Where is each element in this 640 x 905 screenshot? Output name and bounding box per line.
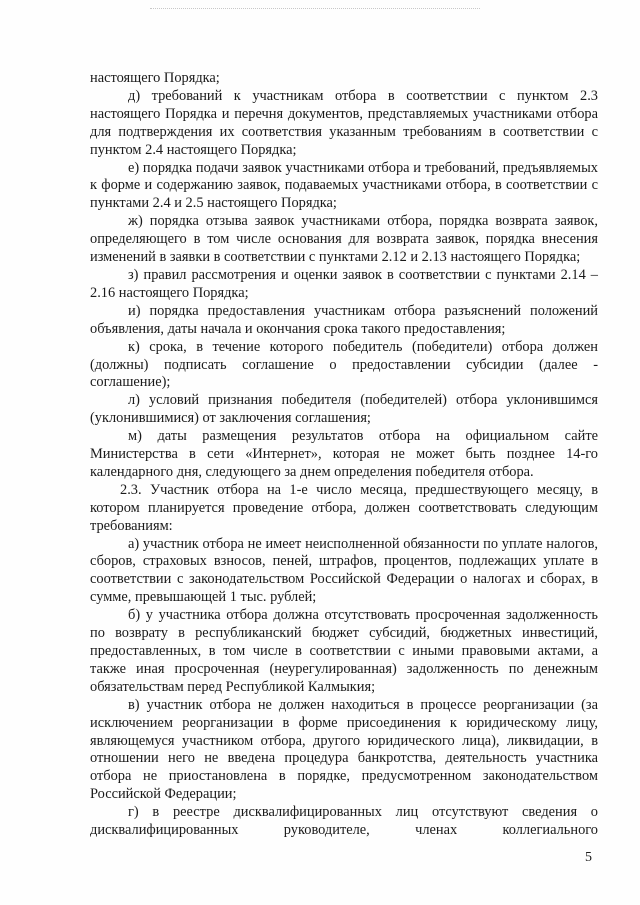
- document-body: [90, 70, 598, 840]
- paragraph-item-i: и) порядка предоставления участникам отбора разъяснений положений объявления, даты начала и окончания срока такого предоставления;: [90, 302, 598, 337]
- requirement-v: в) участник отбора не должен находиться в процессе реорганизации (за исключением реорганизации в форме присоединения к юридическому лицу, являющемуся участником отбора, другого юридического лица), ликвидации, в отношении него не введена процедура банкротства, деятельность участника отбора не приостановлена в порядке, предусмотренном законодательством Российской Федерации;: [90, 696, 598, 803]
- section-2-3: 2.3. Участник отбора на 1-е число месяца, предшествующего месяцу, в котором планируется проведение отбора, должен соответствовать следующим требованиям:: [90, 481, 598, 534]
- paragraph-item-zh: ж) порядка отзыва заявок участниками отбора, порядка возврата заявок, определяющего в том числе основания для возврата заявок, порядка внесения изменений в заявки в соответствии с пунктами 2.12 и 2.13 настоящего Порядка;: [90, 213, 598, 266]
- paragraph-item-e: е) порядка подачи заявок участниками отбора и требований, предъявляемых к форме и содержанию заявок, подаваемых участниками отбора, в соответствии с пунктами 2.4 и 2.5 настоящего Порядка;: [90, 159, 598, 212]
- page-number: 5: [585, 850, 592, 865]
- paragraph-item-z: з) правил рассмотрения и оценки заявок в соответствии с пунктами 2.14 – 2.16 настоящего Порядка;: [90, 266, 598, 301]
- paragraph-continuation: настоящего Порядка;: [90, 70, 220, 86]
- paragraph-item-l: л) условий признания победителя (победителей) отбора уклонившимся (уклонившимися) от заключения соглашения;: [90, 392, 598, 427]
- paragraph-item-d: д) требований к участникам отбора в соответствии с пунктом 2.3 настоящего Порядка и перечня документов, представляемых участниками отбора для подтверждения их соответствия указанным требованиям в соответствии с пунктом 2.4 настоящего Порядка;: [90, 87, 598, 158]
- scan-artifact-line: [150, 8, 480, 9]
- paragraph-item-k: к) срока, в течение которого победитель (победители) отбора должен (должны) подписать соглашение о предоставлении субсидии (далее - соглашение);: [90, 338, 598, 391]
- requirement-b: б) у участника отбора должна отсутствовать просроченная задолженность по возврату в республиканский бюджет субсидий, бюджетных инвестиций, предоставленных, в том числе в соответствии с иными правовыми актами, а также иная просроченная (неурегулированная) задолженность по денежным обязательствам перед Республикой Калмыкия;: [90, 607, 598, 695]
- requirement-g: г) в реестре дисквалифицированных лиц отсутствуют сведения о дисквалифицированных руководителе, членах коллегиального: [90, 804, 598, 839]
- paragraph-item-m: м) даты размещения результатов отбора на официальном сайте Министерства в сети «Интернет», которая не может быть позднее 14-го календарного дня, следующего за днем определения победителя отбора.: [90, 428, 598, 480]
- requirement-a: а) участник отбора не имеет неисполненной обязанности по уплате налогов, сборов, страховых взносов, пеней, штрафов, процентов, подлежащих уплате в соответствии с законодательством Российской Федерации о налогах и сборах, в сумме, превышающей 1 тыс. рублей;: [90, 535, 598, 606]
